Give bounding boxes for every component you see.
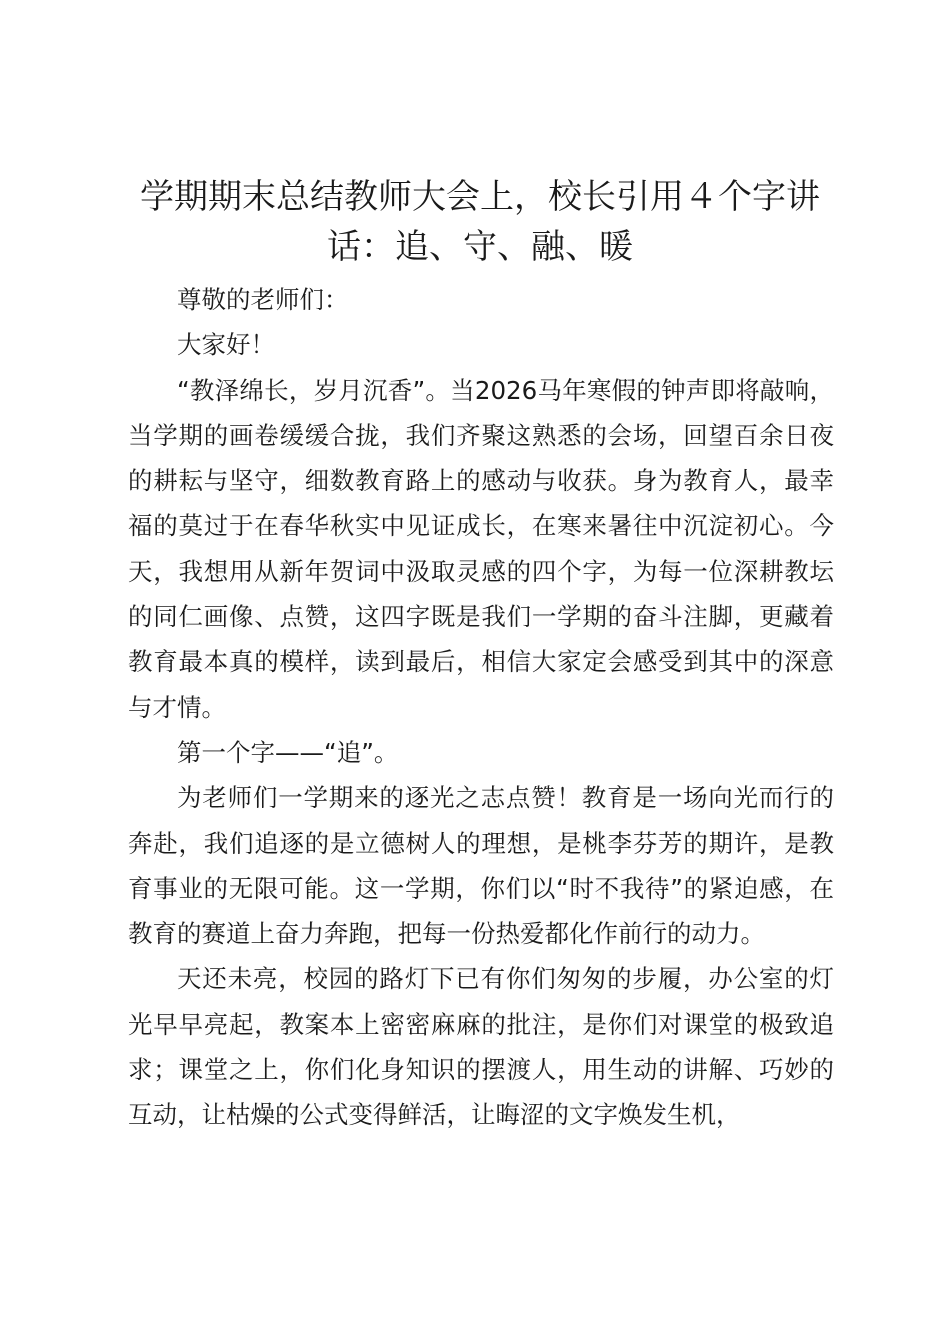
document-body [128, 277, 834, 1138]
paragraph-intro: “教泽绵长，岁月沉香”。当2026马年寒假的钟声即将敲响，当学期的画卷缓缓合拢，我们齐聚这熟悉的会场，回望百余日夜的耕耘与坚守，细数教育路上的感动与收获。身为教育人，最幸福的莫过于在春华秋实中见证成长，在寒来暑往中沉淀初心。今天，我想用从新年贺词中汲取灵感的四个字，为每一位深耕教坛的同仁画像、点赞，这四字既是我们一学期的奋斗注脚，更藏着教育最本真的模样，读到最后，相信大家定会感受到其中的深意与才情。 [128, 375, 834, 722]
document-title: 学期期末总结教师大会上，校长引用４个字讲话：追、守、融、暖 [140, 177, 820, 267]
salutation: 尊敬的老师们： [177, 285, 349, 314]
greeting: 大家好！ [177, 330, 275, 360]
section-heading-zhui: 第一个字——“追”。 [177, 737, 399, 767]
paragraph-zhui-2: 天还未亮，校园的路灯下已有你们匆匆的步履，办公室的灯光早早亮起，教案本上密密麻麻的批注，是你们对课堂的极致追求；课堂之上，你们化身知识的摆渡人，用生动的讲解、巧妙的互动，让枯燥的公式变得鲜活，让晦涩的文字焕发生机， [128, 964, 834, 1130]
paragraph-zhui-1: 为老师们一学期来的逐光之志点赞！教育是一场向光而行的奔赴，我们追逐的是立德树人的理想，是桃李芬芳的期许，是教育事业的无限可能。这一学期，你们以“时不我待”的紧迫感，在教育的赛道上奋力奔跑，把每一份热爱都化作前行的动力。 [128, 783, 834, 949]
